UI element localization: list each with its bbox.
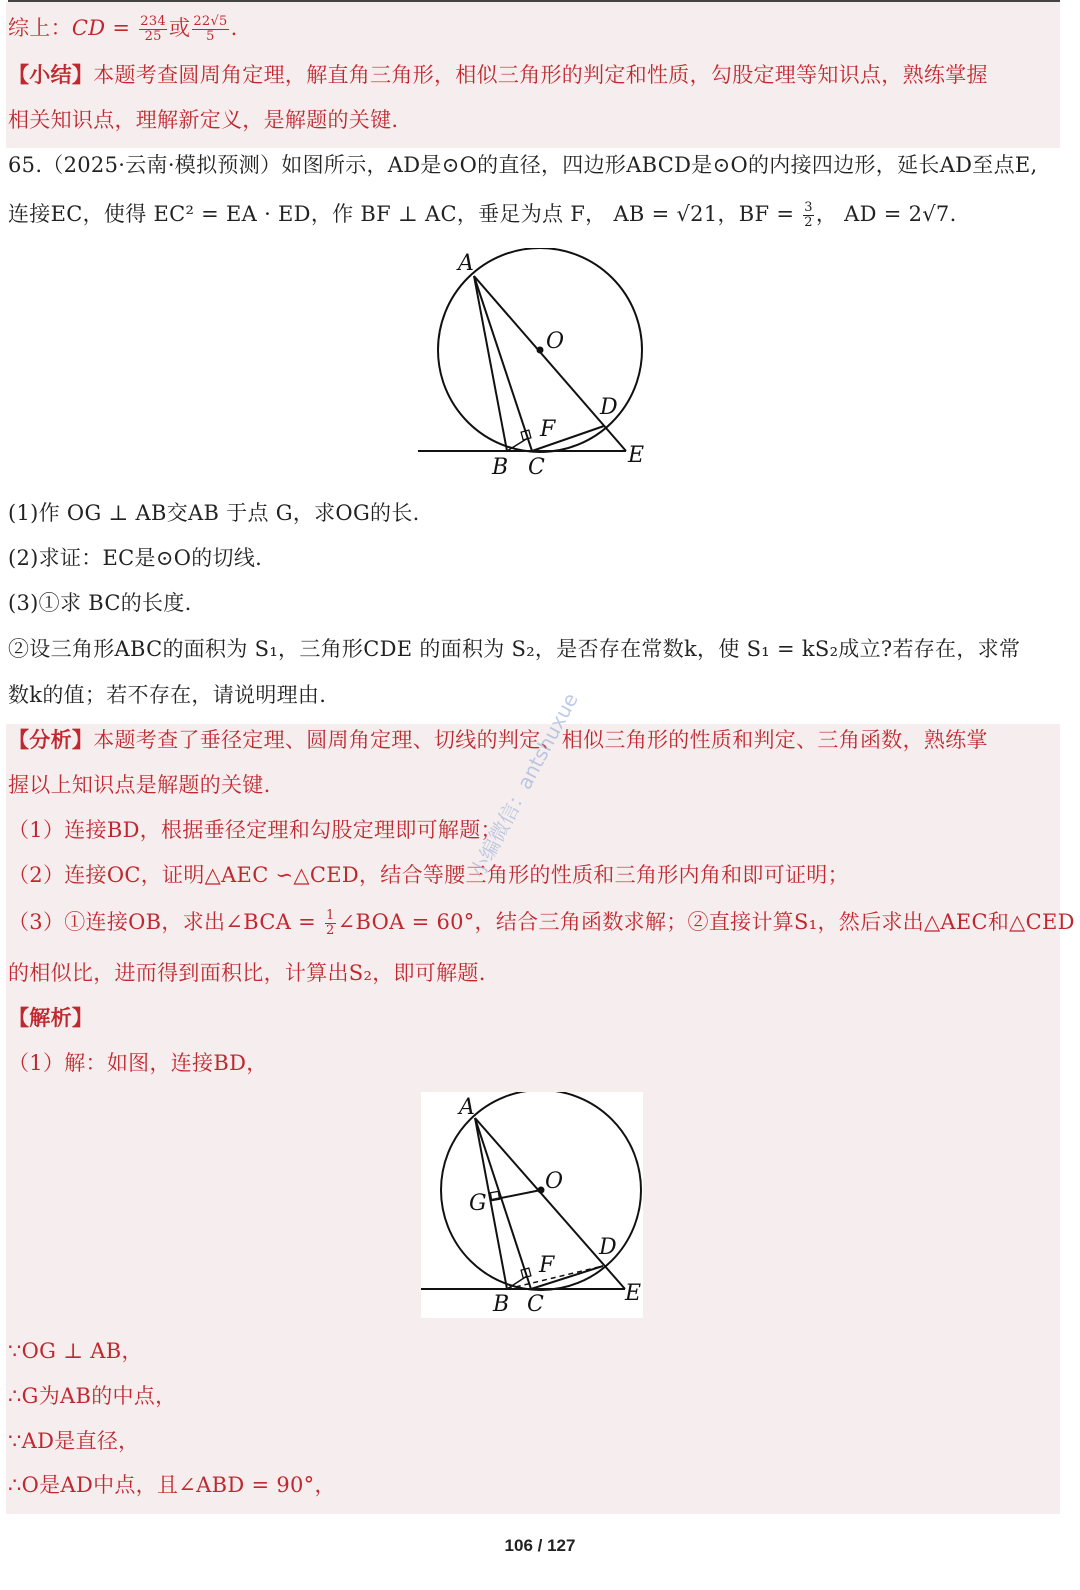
label-o: O (546, 329, 565, 354)
xiaojie-line1 (8, 60, 1060, 90)
summary-expr: CD = (71, 16, 131, 40)
analysis-line5-text: （3）①连接OB，求出∠BCA = (8, 910, 317, 934)
summary-or: 或 (169, 16, 191, 40)
label-e: E (628, 443, 645, 468)
page-number: 106 / 127 (504, 1536, 576, 1555)
solution-step3: ∵AD是直径， (8, 1429, 140, 1453)
analysis-text1: 本题考查了垂径定理、圆周角定理、切线的判定、相似三角形的性质和判定、三角函数，熟练掌 (93, 728, 988, 752)
problem-line1: 65.（2025·云南·模拟预测）如图所示，AD是⊙O的直径，四边形ABCD是⊙O的内接四边形，延长AD至点E, (8, 153, 1038, 177)
geometry-figure-1 (410, 248, 660, 480)
label-e: E (625, 1281, 642, 1306)
solution-step1: ∵OG ⊥ AB， (8, 1339, 143, 1363)
label-b: B (492, 455, 509, 480)
question-3b-line2: 数k的值；若不存在，请说明理由. (8, 683, 327, 707)
problem-line2 (8, 196, 1060, 232)
problem-line2-end: ， AD = 2√7. (815, 202, 957, 226)
analysis-line2: 握以上知识点是解题的关键. (8, 773, 271, 797)
center-point (538, 1187, 545, 1194)
solution-tag: 【解析】 (8, 1005, 94, 1030)
center-point (537, 347, 544, 354)
xiaojie-text1: 本题考查圆周角定理，解直角三角形，相似三角形的判定和性质，勾股定理等知识点，熟练掌握 (93, 63, 988, 87)
fraction-1-2: $\frac{1}{2}$ (326, 908, 335, 938)
xiaojie-line2: 相关知识点，理解新定义，是解题的关键. (8, 108, 399, 132)
fraction-3-2: $\frac{3}{2}$ (804, 200, 813, 230)
label-f: F (540, 417, 556, 442)
question-3a: (3)①求 BC的长度. (8, 591, 192, 615)
analysis-line6: 的相似比，进而得到面积比，计算出S₂，即可解题. (8, 961, 486, 985)
xiaojie-tag: 【小结】 (8, 62, 94, 87)
fraction-22sqrt5-5: $\frac{22√5}{5}$ (193, 14, 228, 44)
solution-step2: ∴G为AB的中点， (8, 1384, 177, 1408)
fraction-234-25: $\frac{234}{25}$ (140, 14, 166, 44)
label-a: A (459, 1095, 475, 1120)
problem-line2-text: 连接EC，使得 EC² = EA · ED，作 BF ⊥ AC，垂足为点 F， AB = √21，BF = (8, 202, 795, 226)
analysis-line3: （1）连接BD，根据垂径定理和勾股定理即可解题； (8, 818, 502, 842)
label-f: F (539, 1253, 555, 1278)
watermark-text: 小编微信：antshuxue (465, 688, 583, 882)
question-3b-line1: ②设三角形ABC的面积为 S₁，三角形CDE 的面积为 S₂，是否存在常数k，使 S₁ = kS₂成立?若存在，求常 (8, 637, 1021, 661)
analysis-line4: （2）连接OC，证明△AEC ∽△CED，结合等腰三角形的性质和三角形内角和即可证明； (8, 863, 849, 887)
question-2: (2)求证：EC是⊙O的切线. (8, 546, 263, 570)
label-d: D (600, 395, 618, 420)
geometry-figure-2 (421, 1092, 643, 1318)
label-c: C (528, 455, 545, 480)
summary-line: 综上：CD = $\frac{234}{25}$ 或 $\frac{22√5}{5}$ . (8, 14, 238, 44)
analysis-tag: 【分析】 (8, 727, 94, 752)
label-c: C (527, 1292, 544, 1317)
label-b: B (493, 1292, 510, 1317)
label-a: A (458, 251, 474, 276)
analysis-line5-end: ∠BOA = 60°，结合三角函数求解；②直接计算S₁，然后求出△AEC和△CED (337, 910, 1075, 934)
label-d: D (599, 1235, 617, 1260)
summary-prefix: 综上： (8, 16, 72, 40)
solution-line1: （1）解：如图，连接BD， (8, 1051, 268, 1075)
label-o: O (545, 1169, 564, 1194)
question-1: (1)作 OG ⊥ AB交AB 于点 G，求OG的长. (8, 501, 420, 525)
solution-step4: ∴O是AD中点，且∠ABD = 90°， (8, 1473, 336, 1497)
label-g: G (469, 1191, 487, 1216)
analysis-line5 (8, 904, 1075, 940)
